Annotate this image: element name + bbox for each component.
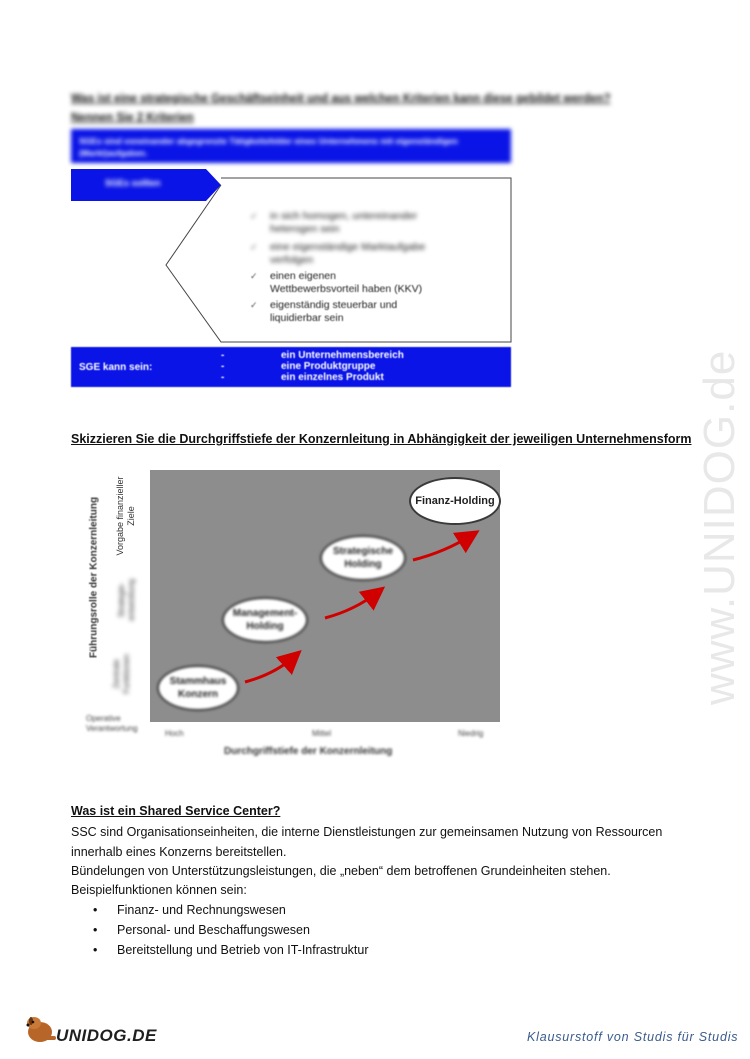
chart-x-tick-1: Hoch	[165, 729, 184, 738]
chart-arrow-1	[245, 656, 295, 682]
ssc-bullet-3: Bereitstellung und Betrieb von IT-Infrastruktur	[117, 943, 369, 957]
chart-x-tick-3: Niedrig	[458, 729, 484, 738]
chart-x-tick-2: Mittel	[312, 729, 332, 738]
bullet-marker-1: •	[93, 903, 98, 917]
criteria-item-3: ✓ einen eigenen Wettbewerbsvorteil haben (KKV)	[250, 270, 423, 295]
question-3-title: Was ist ein Shared Service Center?	[71, 804, 281, 818]
ssc-para-2: Bündelungen von Unterstützungsleistungen, die „neben“ dem betroffenen Grundeinheiten stehen.	[71, 864, 611, 878]
ssc-para-1: SSC sind Organisationseinheiten, die interne Dienstleistungen zur gemeinsamen Nutzung von Ressourcen innerhalb eines Konzerns bereitstellen.	[71, 825, 663, 859]
bullet-marker-3: •	[93, 943, 98, 957]
unidog-logo-text: UNIDOG.DE	[56, 1026, 157, 1045]
chart-point-management-holding: Management-Holding	[222, 597, 308, 643]
unidog-logo-dog-icon	[22, 1010, 58, 1046]
footer-tagline: Klausurstoff von Studis für Studis	[527, 1030, 739, 1044]
ssc-bullet-2: Personal- und Beschaffungswesen	[117, 923, 310, 937]
sge-definition-box: SGEs sind voneinander abgegrenzte Tätigkeitsfelder eines Unternehmens mit eigenständigen (Markt)aufgaben.	[71, 129, 511, 163]
criteria-item-1: ✓ in sich homogen, untereinander heterogen sein	[250, 210, 418, 235]
chart-x-axis-title: Durchgriffstiefe der Konzernleitung	[224, 746, 393, 757]
chart-arrow-2	[325, 592, 378, 618]
sge-item-markers: - - -	[221, 350, 225, 383]
ssc-para-3: Beispielfunktionen können sein:	[71, 883, 247, 897]
sge-arrow-label: SGEs sollten	[105, 178, 161, 188]
chart-y-level-1: Operative Verantwortung	[86, 714, 138, 733]
ssc-bullet-1: Finanz- und Rechnungswesen	[117, 903, 286, 917]
watermark: www.UNIDOG.de	[695, 349, 744, 705]
bullet-marker-2: •	[93, 923, 98, 937]
criteria-item-2: ✓ eine eigenständige Marktaufgabe verfolgen	[250, 241, 426, 266]
question-1-title: Was ist eine strategische Geschäftseinheit und aus welchen Kriterien kann diese gebildet werden? Nennen Sie 2 Kriterien	[71, 93, 611, 124]
criteria-item-4: ✓ eigenständig steuerbar und liquidierbar sein	[250, 299, 398, 324]
question-2-title: Skizzieren Sie die Durchgriffstiefe der Konzernleitung in Abhängigkeit der jeweiligen Unternehmensform	[71, 432, 692, 446]
chart-y-level-2: Zentrale Funktionen	[112, 654, 131, 694]
chart-point-strategische-holding: Strategische Holding	[320, 535, 406, 581]
chart-y-axis-title: Führungsrolle der Konzernleitung	[88, 496, 100, 659]
sge-label: SGE kann sein:	[79, 362, 153, 373]
chart-point-finanz-holding: Finanz-Holding	[409, 477, 501, 525]
chart-arrow-3	[413, 535, 472, 560]
chart-y-level-3: Strategie-entwicklung	[117, 579, 136, 621]
chart-y-level-4: Vorgabe finanzieller Ziele	[115, 476, 136, 556]
sge-can-be-box	[71, 347, 511, 387]
chart-point-stammhaus: Stammhaus Konzern	[157, 665, 239, 711]
sge-items: ein Unternehmensbereich eine Produktgruppe ein einzelnes Produkt	[281, 350, 404, 383]
